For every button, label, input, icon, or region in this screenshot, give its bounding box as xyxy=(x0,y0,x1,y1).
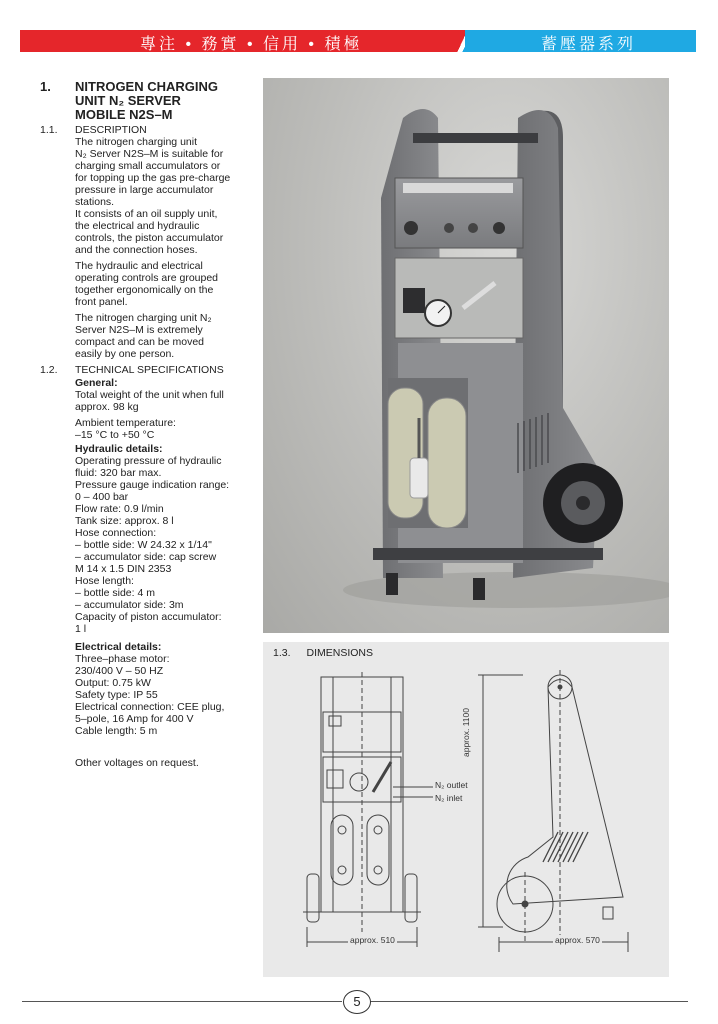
section-title xyxy=(75,80,245,122)
dimensions-number: 1.3. xyxy=(273,647,291,659)
front-width-label: approx. 510 xyxy=(350,935,395,945)
description-paragraph: The nitrogen charging unit N₂ Server N2S–M is suitable for charging small accumulators or for topping up the gas pre-charge pressure in large accumulator stations. It consists of an oil supply unit, the electrical and hydraulic controls, the piston accumulator and the connection hoses. xyxy=(75,136,231,256)
footer-rule-left xyxy=(22,1001,342,1002)
header-series-title: 蓄壓器系列 xyxy=(540,36,636,53)
section-heading xyxy=(40,80,245,122)
hydraulic-details: Operating pressure of hydraulic fluid: 320 bar max. Pressure gauge indication range: 0 – 400 bar Flow rate: 0.9 l/min Tank size: approx. 8 l Hose connection: – bottle side: W 24.32 x 1/14" – accumulator side: cap screw M 14 x 1.5 DIN 2353 Hose length: – bottle side: 4 m – accumulator side: 3m Capacity of piston accumulator: 1 l xyxy=(75,455,230,635)
hydraulic-heading: Hydraulic details: xyxy=(75,443,163,455)
header-band xyxy=(20,30,696,52)
page-number: 5 xyxy=(343,990,371,1014)
section-title-line: UNIT N₂ SERVER xyxy=(75,93,181,108)
specs-number: 1.2. xyxy=(40,364,58,376)
n2-server-illustration xyxy=(263,78,669,633)
ambient-temperature: Ambient temperature: –15 °C to +50 °C xyxy=(75,417,176,441)
general-heading: General: xyxy=(75,377,118,389)
general-details: Total weight of the unit when full approx. 98 kg xyxy=(75,389,224,413)
description-heading xyxy=(40,124,245,136)
description-paragraph: The nitrogen charging unit N₂ Server N2S–M is extremely compact and can be moved easily by one person. xyxy=(75,312,212,360)
section-title-line: NITROGEN CHARGING xyxy=(75,79,218,94)
dimensions-panel xyxy=(263,642,669,977)
specs-title: TECHNICAL SPECIFICATIONS xyxy=(75,364,224,376)
section-number: 1. xyxy=(40,79,51,94)
footer-rule-right xyxy=(370,1001,688,1002)
dimensions-title: DIMENSIONS xyxy=(306,647,374,659)
header-slogan: 專注 • 務實 • 信用 • 積極 xyxy=(140,36,363,53)
description-number: 1.1. xyxy=(40,124,58,136)
electrical-heading: Electrical details: xyxy=(75,641,162,653)
description-title: DESCRIPTION xyxy=(75,124,147,136)
description-paragraph: The hydraulic and electrical operating controls are grouped together ergonomically on the front panel. xyxy=(75,260,219,308)
n2-outlet-label: N₂ outlet xyxy=(435,780,468,790)
section-title-line: MOBILE N2S–M xyxy=(75,107,173,122)
description-body xyxy=(75,136,245,360)
specs-body xyxy=(75,377,245,769)
dimension-drawing xyxy=(263,642,669,977)
height-dimension-label: approx. 1100 xyxy=(461,708,471,757)
n2-inlet-label: N₂ inlet xyxy=(435,793,463,803)
electrical-details: Three–phase motor: 230/400 V – 50 HZ Output: 0.75 kW Safety type: IP 55 Electrical connection: CEE plug, 5–pole, 16 Amp for 400 V Cable length: 5 m xyxy=(75,653,225,737)
product-photo xyxy=(263,78,669,633)
text-column xyxy=(40,80,245,773)
other-voltages-note: Other voltages on request. xyxy=(75,757,199,769)
side-width-label: approx. 570 xyxy=(555,935,600,945)
specs-heading xyxy=(40,364,245,376)
